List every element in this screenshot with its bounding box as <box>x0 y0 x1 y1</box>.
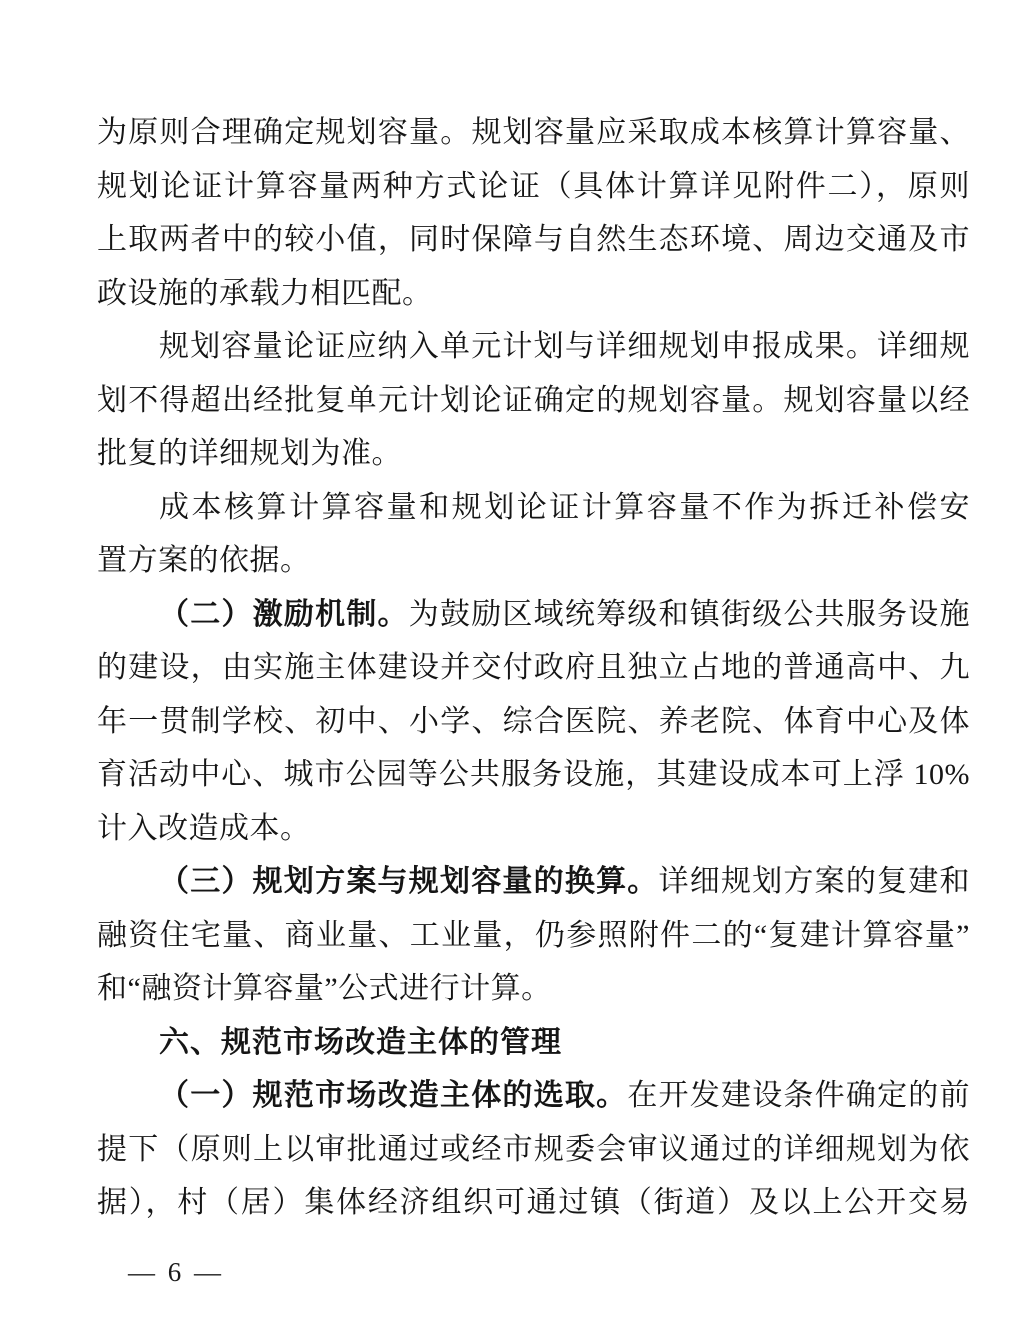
text-run: 批复的详细规划为准。 <box>97 437 402 470</box>
text-line <box>97 962 970 1016</box>
text-line <box>97 534 970 588</box>
text-line <box>97 855 970 909</box>
text-line <box>97 641 970 695</box>
text-line <box>97 106 970 160</box>
text-line <box>97 427 970 481</box>
text-line <box>97 267 970 321</box>
page-number: — 6 — <box>128 1257 224 1287</box>
text-run: 划不得超出经批复单元计划论证确定的规划容量。规划容量以经 <box>97 383 970 417</box>
text-run: 上取两者中的较小值，同时保障与自然生态环境、周边交通及市 <box>97 223 970 256</box>
text-run: 提下（原则上以审批通过或经市规委会审议通过的详细规划为依 <box>97 1132 970 1166</box>
text-line <box>97 213 970 267</box>
text-run: 政设施的承载力相匹配。 <box>97 276 433 310</box>
text-line <box>97 374 970 428</box>
text-line <box>97 160 970 214</box>
text-run: 规划论证计算容量两种方式论证（具体计算详见附件二），原则 <box>97 169 970 203</box>
text-run: 融资住宅量、商业量、工业量，仍参照附件二的“复建计算容量” <box>97 918 970 952</box>
text-line <box>97 1069 970 1123</box>
text-run: 计入改造成本。 <box>97 811 311 845</box>
section-heading <box>97 1016 970 1070</box>
text-line <box>97 802 970 856</box>
text-line <box>97 1123 970 1177</box>
text-run: 为鼓励区域统筹级和镇街级公共服务设施 <box>408 597 971 631</box>
text-run: 为原则合理确定规划容量。规划容量应采取成本核算计算容量、 <box>97 116 970 149</box>
bold-text-run: （二）激励机制。 <box>159 597 409 631</box>
text-run: 详细规划方案的复建和 <box>658 865 971 898</box>
text-line <box>97 588 970 642</box>
text-line <box>97 1176 970 1230</box>
text-run: 育活动中心、城市公园等公共服务设施，其建设成本可上浮 10% <box>97 758 970 791</box>
text-run: 和“融资计算容量”公式进行计算。 <box>97 972 552 1005</box>
text-line <box>97 320 970 374</box>
document-body <box>97 106 970 1230</box>
bold-text-run: （三）规划方案与规划容量的换算。 <box>159 865 659 898</box>
text-line <box>97 748 970 802</box>
text-run: 规划容量论证应纳入单元计划与详细规划申报成果。详细规 <box>159 330 970 363</box>
text-run: 成本核算计算容量和规划论证计算容量不作为拆迁补偿安 <box>159 490 970 524</box>
bold-text-run: （一）规范市场改造主体的选取。 <box>159 1079 628 1112</box>
text-run: 置方案的依据。 <box>97 544 311 577</box>
text-line <box>97 481 970 535</box>
text-run: 的建设，由实施主体建设并交付政府且独立占地的普通高中、九 <box>97 651 970 684</box>
text-line <box>97 909 970 963</box>
bold-text-run: 六、规范市场改造主体的管理 <box>159 1025 562 1059</box>
text-line <box>97 695 970 749</box>
text-run: 在开发建设条件确定的前 <box>627 1079 971 1112</box>
text-run: 年一贯制学校、初中、小学、综合医院、养老院、体育中心及体 <box>97 704 970 738</box>
text-run: 据），村（居）集体经济组织可通过镇（街道）及以上公开交易 <box>97 1186 970 1219</box>
